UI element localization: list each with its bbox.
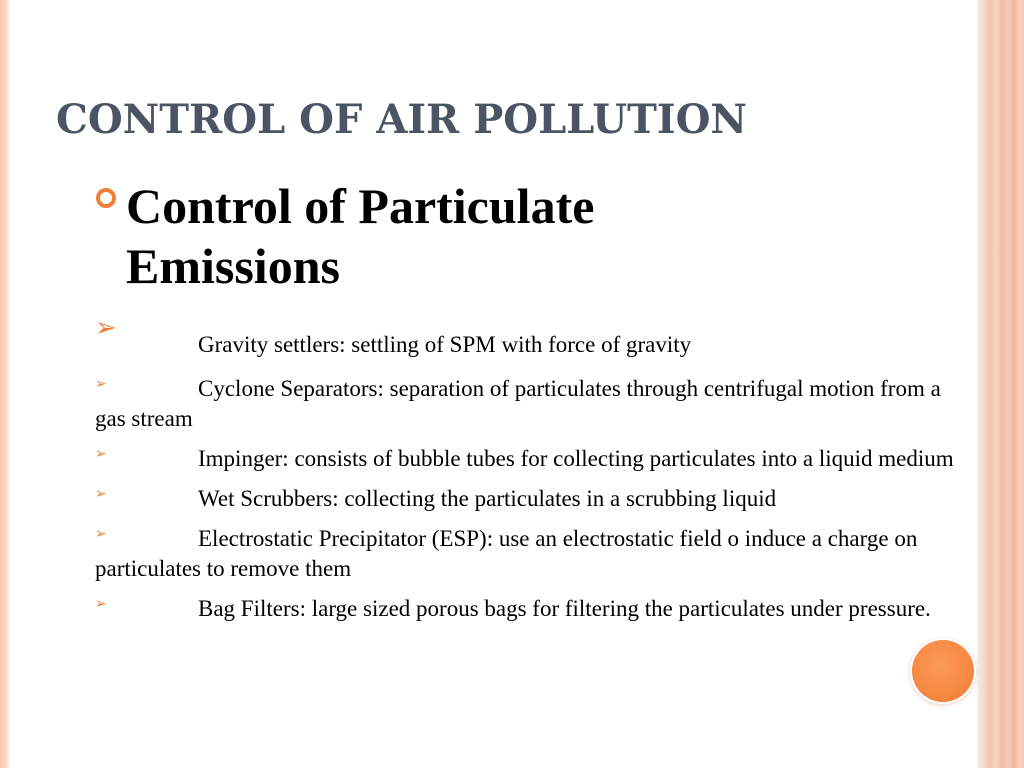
bullet-item <box>95 313 975 360</box>
arrow-bullet-icon: ➢ <box>95 447 107 462</box>
bullet-item <box>95 484 975 514</box>
bullet-text: Bag Filters: large sized porous bags for filtering the particulates under pressure. <box>198 596 931 621</box>
arrow-bullet-icon: ➢ <box>95 597 107 612</box>
slide-title: CONTROL OF AIR POLLUTION <box>56 96 747 143</box>
bullet-item <box>95 444 975 474</box>
bullet-text: Cyclone Separators: separation of particulates through centrifugal motion from a gas stream <box>95 376 941 431</box>
right-decorative-band <box>976 0 1024 768</box>
ring-bullet-icon <box>96 188 116 208</box>
bullet-item <box>95 524 975 584</box>
main-point-text: Control of Particulate Emissions <box>126 178 595 294</box>
bullet-item <box>95 374 975 434</box>
orange-circle-icon <box>912 640 974 702</box>
arrow-bullet-icon: ➢ <box>95 487 107 502</box>
bullet-text: Impinger: consists of bubble tubes for collecting particulates into a liquid medium <box>198 446 954 471</box>
bullet-text: Gravity settlers: settling of SPM with force of gravity <box>198 332 692 357</box>
main-point <box>96 176 796 296</box>
bullet-text: Electrostatic Precipitator (ESP): use an electrostatic field o induce a charge on particulates to remove them <box>95 526 918 581</box>
bullet-text: Wet Scrubbers: collecting the particulates in a scrubbing liquid <box>198 486 777 511</box>
arrow-bullet-icon: ➢ <box>95 313 117 342</box>
left-decorative-stripe <box>0 0 10 768</box>
bullet-list <box>95 313 975 634</box>
arrow-bullet-icon: ➢ <box>95 527 107 542</box>
arrow-bullet-icon: ➢ <box>95 377 107 392</box>
bullet-item <box>95 594 975 624</box>
